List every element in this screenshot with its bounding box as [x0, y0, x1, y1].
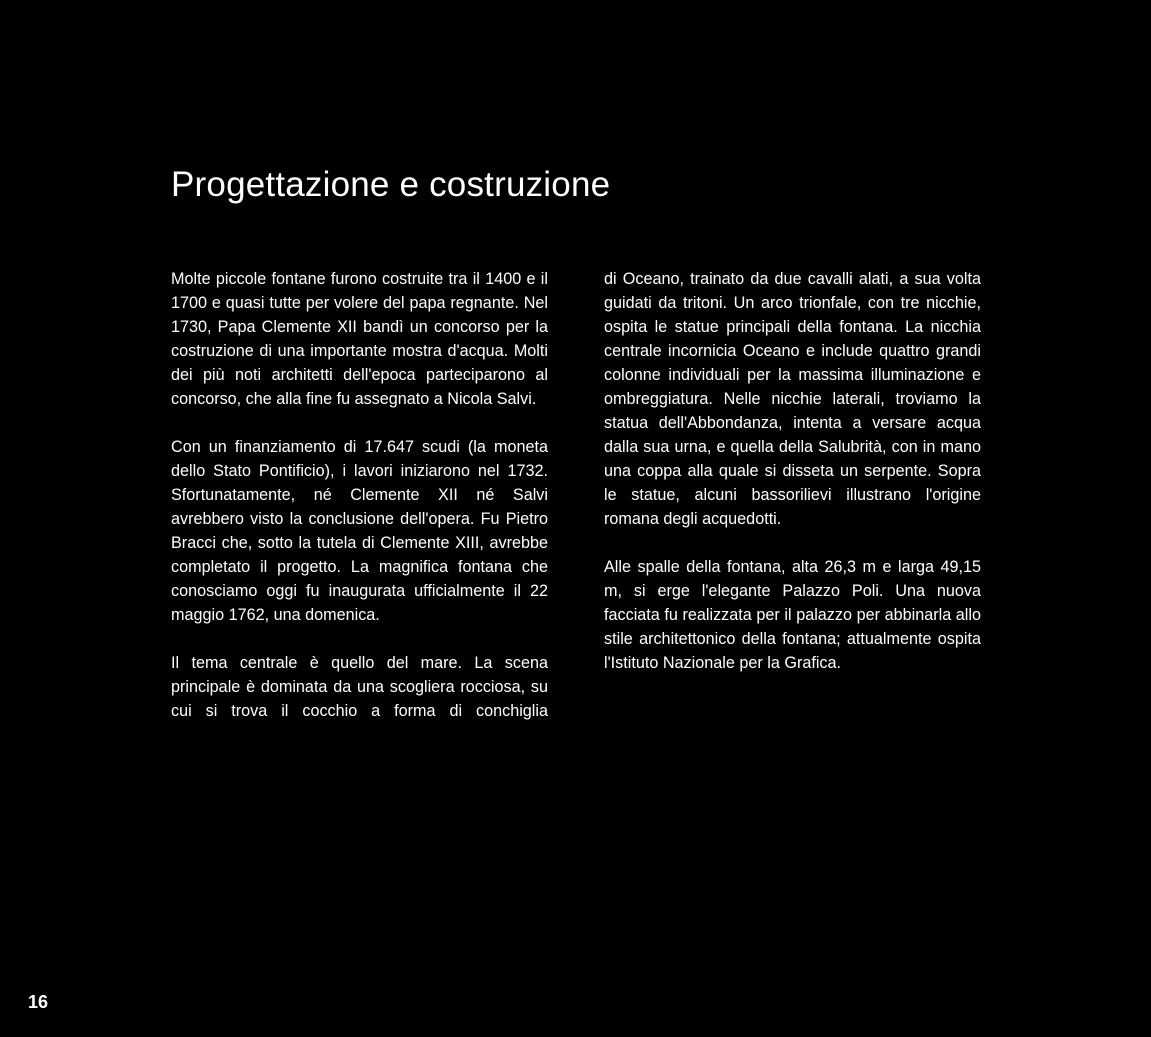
- page-number: 16: [28, 992, 49, 1012]
- right-text-column: [604, 267, 981, 699]
- paragraph-left-1: Molte piccole fontane furono costruite tra il 1400 e il 1700 e quasi tutte per volere del papa regnante. Nel 1730, Papa Clemente XII bandì un concorso per la costruzione di una importante mostra d'acqua. Molti dei più noti architetti dell'epoca parteciparono al concorso, che alla fine fu assegnato a Nicola Salvi.: [171, 270, 548, 408]
- left-text-column: [171, 267, 548, 747]
- paragraph-left-2: Con un finanziamento di 17.647 scudi (la moneta dello Stato Pontificio), i lavori iniziarono nel 1732. Sfortunatamente, né Clemente XII né Salvi avrebbero visto la conclusione dell'opera. Fu Pietro Bracci che, sotto la tutela di Clemente XIII, avrebbe completato il progetto. La magnifica fontana che conosciamo oggi fu inaugurata ufficialmente il 22 maggio 1762, una domenica.: [171, 438, 548, 624]
- page-title: Progettazione e costruzione: [171, 165, 611, 204]
- paragraph-left-3: Il tema centrale è quello del mare. La scena principale è dominata da una scogliera rocciosa, su cui si trova il cocchio a forma di conchiglia: [171, 654, 548, 720]
- paragraph-right-1: di Oceano, trainato da due cavalli alati, a sua volta guidati da tritoni. Un arco trionfale, con tre nicchie, ospita le statue principali della fontana. La nicchia centrale incornicia Oceano e include quattro grandi colonne individuali per la massima illuminazione e ombreggiatura. Nelle nicchie laterali, troviamo la statua dell'Abbondanza, intenta a versare acqua dalla sua urna, e quella della Salubrità, con in mano una coppa alla quale si disseta un serpente. Sopra le statue, alcuni bassorilievi illustrano l'origine romana degli acquedotti.: [604, 270, 981, 528]
- paragraph-right-2: Alle spalle della fontana, alta 26,3 m e larga 49,15 m, si erge l'elegante Palazzo Poli. Una nuova facciata fu realizzata per il palazzo per abbinarla allo stile architettonico della fontana; attualmente ospita l'Istituto Nazionale per la Grafica.: [604, 558, 981, 672]
